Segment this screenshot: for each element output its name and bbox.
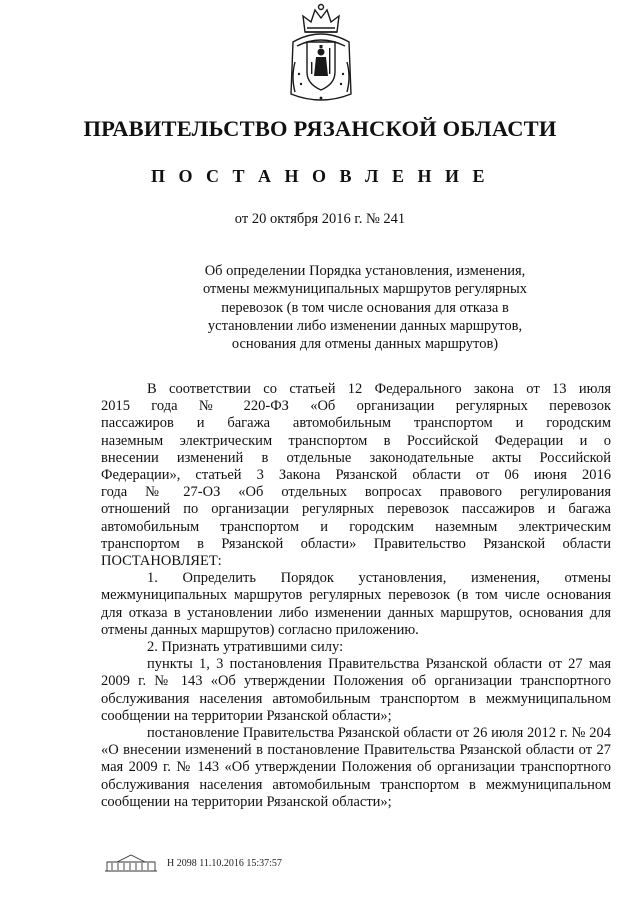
item-2b-paragraph: постановление Правительства Рязанской области от 26 июля 2012 г. № 204 «О внесении изменений в постановление Правительства Рязанской области от 27 мая 2009 г. № 143 «Об утверждении Положения об организации транспортного обслуживания населения автомобильным транспортом в межмуниципальном сообщении на территории Рязанской области»;: [101, 725, 611, 810]
document-date-number: от 20 октября 2016 г. № 241: [234, 211, 406, 227]
item-1-paragraph: 1. Определить Порядок установления, изменения, отмены межмуниципальных маршрутов регулярных перевозок (в том числе основания для отказа в установлении либо изменении данных маршрутов, основания для отмены данных маршрутов) согласно приложению.: [101, 570, 611, 638]
document-body: [101, 381, 611, 811]
registration-stamp-text: Н 2098 11.10.2016 15:37:57: [167, 857, 282, 869]
document-type-title: П О С Т А Н О В Л Е Н И Е: [151, 166, 489, 186]
item-2-paragraph: 2. Признать утратившими силу:: [147, 639, 344, 656]
registration-footer: [103, 852, 282, 874]
building-stamp-icon: [103, 853, 159, 873]
coat-of-arms-icon: [285, 2, 357, 110]
preamble-paragraph: В соответствии со статьей 12 Федерального закона от 13 июля 2015 года № 220-ФЗ «Об организации регулярных перевозок пассажиров и багажа автомобильным транспортом и городским наземным электрическим транспортом в Российской Федерации и о внесении изменений в отдельные законодательные акты Российской Федерации», статьей 3 Закона Рязанской области от 06 июня 2016 года № 27-ОЗ «Об отдельных вопросах правового регулирования отношений по организации регулярных перевозок пассажиров и багажа автомобильным транспортом и городским наземным электрическим транспортом в Рязанской области» Правительство Рязанской области ПОСТАНОВЛЯЕТ:: [101, 381, 611, 570]
organization-title: ПРАВИТЕЛЬСТВО РЯЗАНСКОЙ ОБЛАСТИ: [83, 116, 557, 141]
item-2a-paragraph: пункты 1, 3 постановления Правительства Рязанской области от 27 мая 2009 г. № 143 «Об утверждении Положения об организации транспортного обслуживания населения автомобильным транспортом в межмуниципальном сообщении на территории Рязанской области»;: [101, 656, 611, 724]
document-subject: Об определении Порядка установления, изменения, отмены межмуниципальных маршрутов регулярных перевозок (в том числе основания для отказа в установлении либо изменении данных маршрутов, основания для отмены данных маршрутов): [202, 263, 528, 353]
